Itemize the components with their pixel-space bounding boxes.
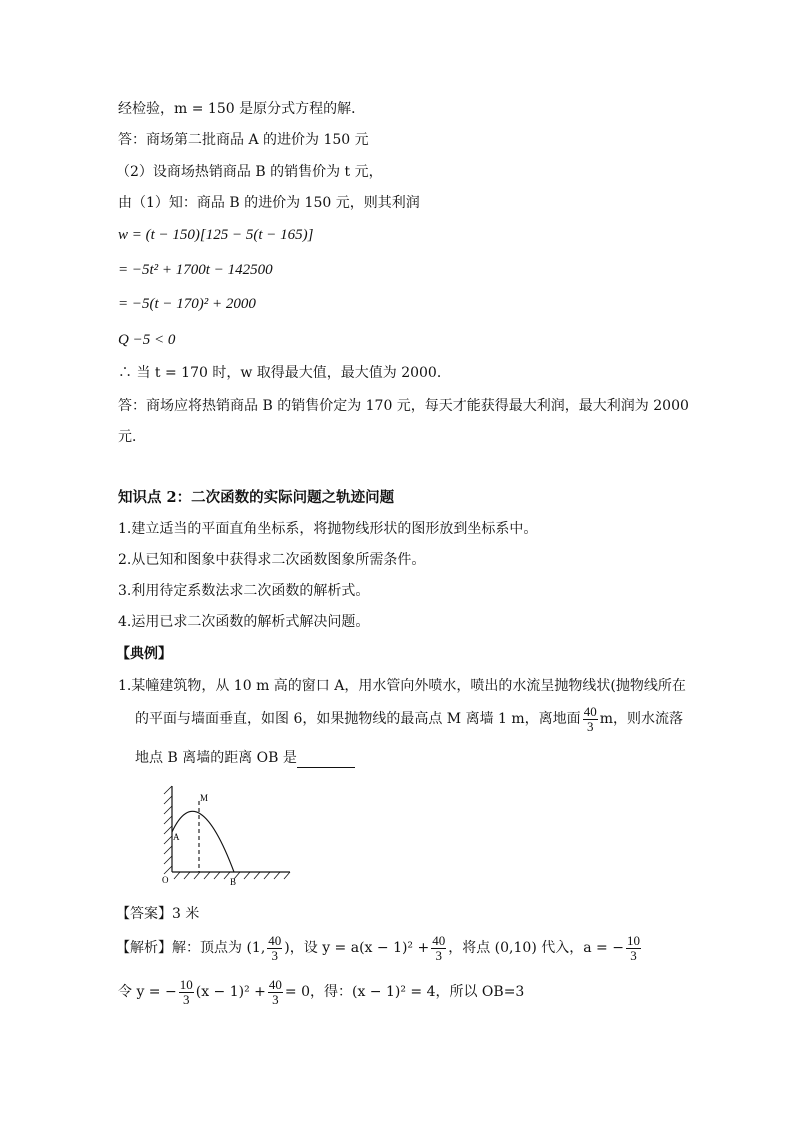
fraction-numerator: 10 <box>179 976 193 992</box>
fraction-denominator: 3 <box>271 947 279 963</box>
analysis-text-e: (x − 1)² + <box>195 984 266 1000</box>
fraction-denominator: 3 <box>435 947 442 963</box>
fraction-denominator: 3 <box>272 991 279 1007</box>
fraction-10-3 <box>626 934 641 963</box>
fraction-numerator: 10 <box>626 932 640 948</box>
question-line-2-text: 的平面与墙面垂直，如图 6，如果抛物线的最高点 M 离墙 1 m，离地面 <box>135 711 581 727</box>
answer-value: 3 米 <box>172 906 200 922</box>
answer-1: 答：商场第二批商品 A 的进价为 150 元 <box>118 132 369 148</box>
label-a: A <box>173 832 180 842</box>
example-label: 【典例】 <box>116 646 172 662</box>
equation-3: = −5(t − 170)² + 2000 <box>118 296 256 312</box>
fraction-denominator: 3 <box>586 718 594 734</box>
analysis-text-f: = 0，得：(x − 1)² = 4，所以 OB=3 <box>284 984 525 1000</box>
label-o: O <box>162 875 169 885</box>
analysis-line-2 <box>118 975 524 1009</box>
fraction-numerator: 40 <box>268 976 282 992</box>
analysis-label: 【解析】 <box>116 940 172 956</box>
question-line-1: 1.某幢建筑物，从 10 m 高的窗口 A，用水管向外喷水，喷出的水流呈抛物线状(抛物线所在 <box>118 678 686 694</box>
fraction-numerator: 40 <box>432 932 446 948</box>
analysis-text-d: 令 y = − <box>118 984 177 1000</box>
analysis-text-a: 解：顶点为 (1, <box>172 940 266 956</box>
part2-intro: （2）设商场热销商品 B 的销售价为 t 元， <box>116 164 383 180</box>
answer-2-line-1: 答：商场应将热销商品 B 的销售价定为 170 元，每天才能获得最大利润，最大利润为 2000 <box>118 398 689 414</box>
analysis-line-1 <box>116 931 643 965</box>
knowledge-step-3: 3.利用待定系数法求二次函数的解析式。 <box>118 583 370 599</box>
fraction-10-3-b <box>179 978 194 1007</box>
wall-hatching <box>164 786 172 874</box>
question-line-2-tail: m，则水流落 <box>599 711 683 727</box>
part2-given: 由（1）知：商品 B 的进价为 150 元，则其利润 <box>118 195 420 211</box>
result-line: ∴ 当 t = 170 时，w 取得最大值，最大值为 2000． <box>118 365 451 381</box>
parabola-figure <box>160 780 300 890</box>
question-line-2 <box>135 704 683 734</box>
question-line-3-text: 地点 B 离墙的距离 OB 是 <box>135 750 297 766</box>
analysis-text-b: )，设 y = a(x − 1)² + <box>284 940 430 956</box>
parabola-curve <box>172 811 234 872</box>
equation-1: w = (t − 150)[125 − 5(t − 165)] <box>118 227 314 243</box>
knowledge-step-1: 1.建立适当的平面直角坐标系，将抛物线形状的图形放到坐标系中。 <box>118 521 538 537</box>
fraction-40-3-b <box>431 934 446 963</box>
fraction-denominator: 3 <box>630 947 637 963</box>
condition: Q −5 < 0 <box>118 332 176 348</box>
answer-2-line-2: 元． <box>118 429 146 445</box>
fraction-40-3-c <box>268 978 283 1007</box>
analysis-text-c: ，将点 (0,10) 代入，a = − <box>448 940 624 956</box>
knowledge-title: 知识点 2：二次函数的实际问题之轨迹问题 <box>118 489 395 506</box>
fraction-numerator: 40 <box>583 703 597 719</box>
answer-line <box>116 904 199 924</box>
answer-blank <box>297 753 355 768</box>
fraction-40-3 <box>583 705 598 734</box>
answer-label: 【答案】 <box>116 906 172 922</box>
label-b: B <box>230 877 237 887</box>
question-line-3 <box>135 748 355 768</box>
equation-2: = −5t² + 1700t − 142500 <box>118 262 273 278</box>
fraction-denominator: 3 <box>182 991 190 1007</box>
fraction-numerator: 40 <box>268 932 282 948</box>
knowledge-step-2: 2.从已知和图象中获得求二次函数图象所需条件。 <box>118 552 426 568</box>
knowledge-step-4: 4.运用已求二次函数的解析式解决问题。 <box>118 614 370 630</box>
fraction-40-3-a <box>267 934 282 963</box>
label-m: M <box>200 793 209 803</box>
check-line: 经检验，m = 150 是原分式方程的解． <box>118 101 366 117</box>
